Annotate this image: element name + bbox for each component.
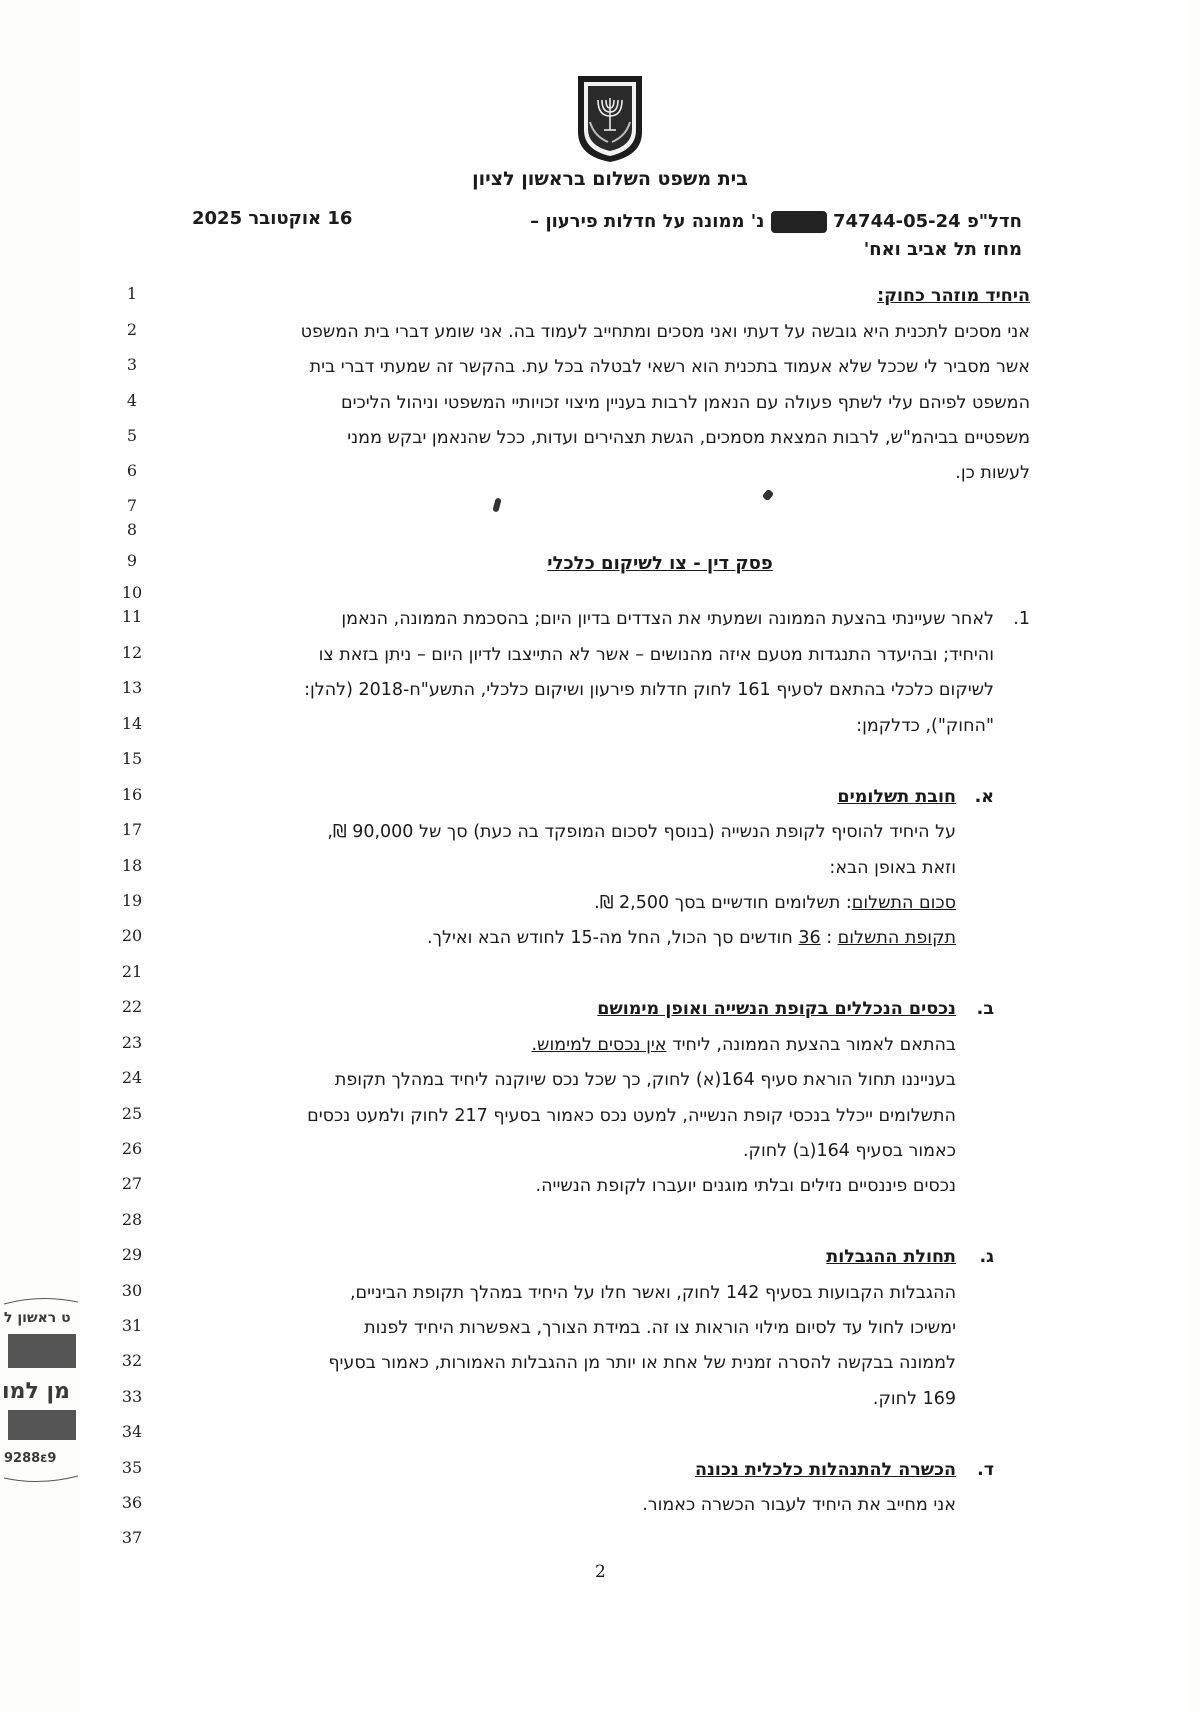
line-number: 25: [121, 1104, 143, 1123]
line-number: 16: [121, 785, 143, 804]
section-b-no-assets: אין נכסים למימוש.: [531, 1035, 667, 1055]
line-number: 36: [121, 1493, 143, 1512]
para1-number: 1.: [1013, 609, 1030, 629]
section-d-label: ד.: [977, 1460, 994, 1480]
court-title: בית משפט השלום בראשון לציון: [472, 168, 748, 190]
line-number: 12: [121, 643, 143, 662]
line-number: 18: [121, 856, 143, 875]
line-number: 17: [121, 820, 143, 839]
section-b-line: בענייננו תחול הוראת סעיף 164(א) לחוק, כך שכל נכס שיוקנה ליחיד במהלך תקופת: [334, 1070, 956, 1090]
section-b-line1-prefix: בהתאם לאמור בהצעת הממונה, ליחיד: [672, 1035, 956, 1055]
section-a-line: על היחיד להוסיף לקופת הנשייה (בנוסף לסכום המופקד בה כעת) סך של 90,000 ₪,: [327, 822, 956, 842]
state-emblem-icon: [574, 72, 646, 164]
section-a-title: חובת תשלומים: [837, 787, 956, 807]
case-caption: [462, 208, 1022, 264]
case-number: חדל"פ 74744-05-24: [833, 211, 1022, 232]
stamp-text-middle: מן למו: [2, 1379, 70, 1404]
line-number: 35: [121, 1458, 143, 1477]
line-number: 28: [121, 1210, 143, 1229]
redacted-name: [771, 211, 827, 233]
line-number: 31: [121, 1316, 143, 1335]
warning-line: אשר מסביר לי שככל שלא אעמוד בתכנית הוא רשאי לבטלה בכל עת. בהקשר זה שמעתי דברי בית: [309, 357, 1030, 377]
line-number: 13: [121, 678, 143, 697]
line-number: 14: [121, 714, 143, 733]
warning-line: משפטיים בביהמ"ש, לרבות המצאת מסמכים, הגשת תצהירים ועדות, ככל שהנאמן יבקש ממני: [347, 428, 1030, 448]
payment-amount-label: סכום התשלום: [851, 893, 956, 913]
line-number: 9: [126, 551, 138, 570]
line-number: 30: [121, 1281, 143, 1300]
payment-period: תקופת התשלום : 36 חודשים סך הכול, החל מה-15 לחודש הבא ואילך.: [427, 928, 956, 948]
para1-line: לשיקום כלכלי בהתאם לסעיף 161 לחוק חדלות פירעון ושיקום כלכלי, התשע"ח-2018 (להלן:: [304, 680, 994, 700]
section-b-line: התשלומים ייכלל בנכסי קופת הנשייה, למעט נכס כאמור בסעיף 217 לחוק ולמעט נכסים: [307, 1106, 956, 1126]
payment-period-months: 36: [798, 928, 821, 948]
section-d-title: הכשרה להתנהלות כלכלית נכונה: [694, 1460, 956, 1480]
line-number: 2: [126, 320, 138, 339]
line-number: 34: [121, 1422, 143, 1441]
line-number: 15: [121, 749, 143, 768]
line-number: 1: [126, 284, 138, 303]
line-number: 27: [121, 1174, 143, 1193]
section-b-line: כאמור בסעיף 164(ב) לחוק.: [742, 1141, 956, 1161]
stamp-text-top: ט ראשון ל: [4, 1310, 71, 1326]
line-number: 29: [121, 1245, 143, 1264]
stamp-text-bottom: 9288ε9: [4, 1451, 57, 1466]
section-b-line: נכסים פיננסיים נזילים ובלתי מוגנים יועברו לקופת הנשייה.: [535, 1176, 956, 1196]
case-respondent: נ' ממונה על חדלות פירעון –: [530, 211, 765, 232]
section-c-title: תחולת ההגבלות: [826, 1247, 956, 1267]
line-number: 21: [121, 962, 143, 981]
warning-line: המשפט לפיהם עלי לשתף פעולה עם הנאמן לרבות בעניין מיצוי זכויותיי המשפטי וניהול הליכים: [340, 393, 1030, 413]
ruling-title: פסק דין - צו לשיקום כלכלי: [547, 553, 773, 574]
section-c-line: ימשיכו לחול עד לסיום מילוי הוראות צו זה. במידת הצורך, באפשרות היחיד לפנות: [364, 1318, 956, 1338]
line-number: 8: [126, 520, 138, 539]
para1-line: והיחיד; ובהיעדר התנגדות מטעם איזה מהנושים – אשר לא התייצבו לדיון היום – ניתן בזאת צו: [318, 645, 994, 665]
para1-line: "החוק"), כדלקמן:: [856, 716, 994, 736]
line-number: 32: [121, 1351, 143, 1370]
warning-line: לעשות כן.: [955, 463, 1030, 483]
line-number: 24: [121, 1068, 143, 1087]
line-number: 5: [126, 426, 138, 445]
section-c-label: ג.: [979, 1247, 994, 1267]
line-number: 4: [126, 391, 138, 410]
section-c-line: ההגבלות הקבועות בסעיף 142 לחוק, ואשר חלו על היחיד במהלך תקופת הביניים,: [349, 1283, 956, 1303]
line-number: 10: [121, 583, 143, 602]
payment-period-value: חודשים סך הכול, החל מה-15 לחודש הבא ואילך.: [427, 928, 793, 948]
para1-line: לאחר שעיינתי בהצעת הממונה ושמעתי את הצדדים בדיון היום; בהסכמת הממונה, הנאמן: [341, 609, 994, 629]
page-number: 2: [595, 1562, 606, 1582]
ruling-date: 16 אוקטובר 2025: [192, 208, 353, 229]
line-number: 11: [121, 607, 143, 626]
line-number: 7: [126, 496, 138, 515]
line-number: 37: [121, 1528, 143, 1547]
line-number: 33: [121, 1387, 143, 1406]
line-number: 6: [126, 461, 138, 480]
payment-amount-value: : תשלומים חודשיים בסך 2,500 ₪.: [594, 893, 852, 913]
warning-line: אני מסכים לתכנית היא גובשה על דעתי ואני מסכים ומתחייב לעמוד בה. אני שומע דברי בית המשפט: [300, 322, 1030, 342]
line-number: 22: [121, 997, 143, 1016]
section-d-line: אני מחייב את היחיד לעבור הכשרה כאמור.: [642, 1495, 956, 1515]
line-number: 23: [121, 1033, 143, 1052]
section-b-title: נכסים הנכללים בקופת הנשייה ואופן מימושם: [597, 999, 956, 1019]
line-number: 3: [126, 355, 138, 374]
section-b-label: ב.: [976, 999, 994, 1019]
case-respondent-line2: מחוז תל אביב ואח': [863, 239, 1022, 260]
payment-amount: [594, 893, 956, 913]
line-number: 26: [121, 1139, 143, 1158]
section-a-line: וזאת באופן הבא:: [829, 858, 956, 878]
line-number: 19: [121, 891, 143, 910]
court-stamp: [0, 1290, 80, 1500]
payment-period-label: תקופת התשלום: [837, 928, 956, 948]
section-c-line: 169 לחוק.: [872, 1389, 956, 1409]
section-b-line: [531, 1035, 956, 1055]
line-number: 20: [121, 926, 143, 945]
section-c-line: לממונה בבקשה להסרה זמנית של אחת או יותר מן ההגבלות האמורות, כאמור בסעיף: [328, 1353, 956, 1373]
section-a-label: א.: [974, 787, 994, 807]
warning-heading: היחיד מוזהר כחוק:: [877, 286, 1030, 306]
